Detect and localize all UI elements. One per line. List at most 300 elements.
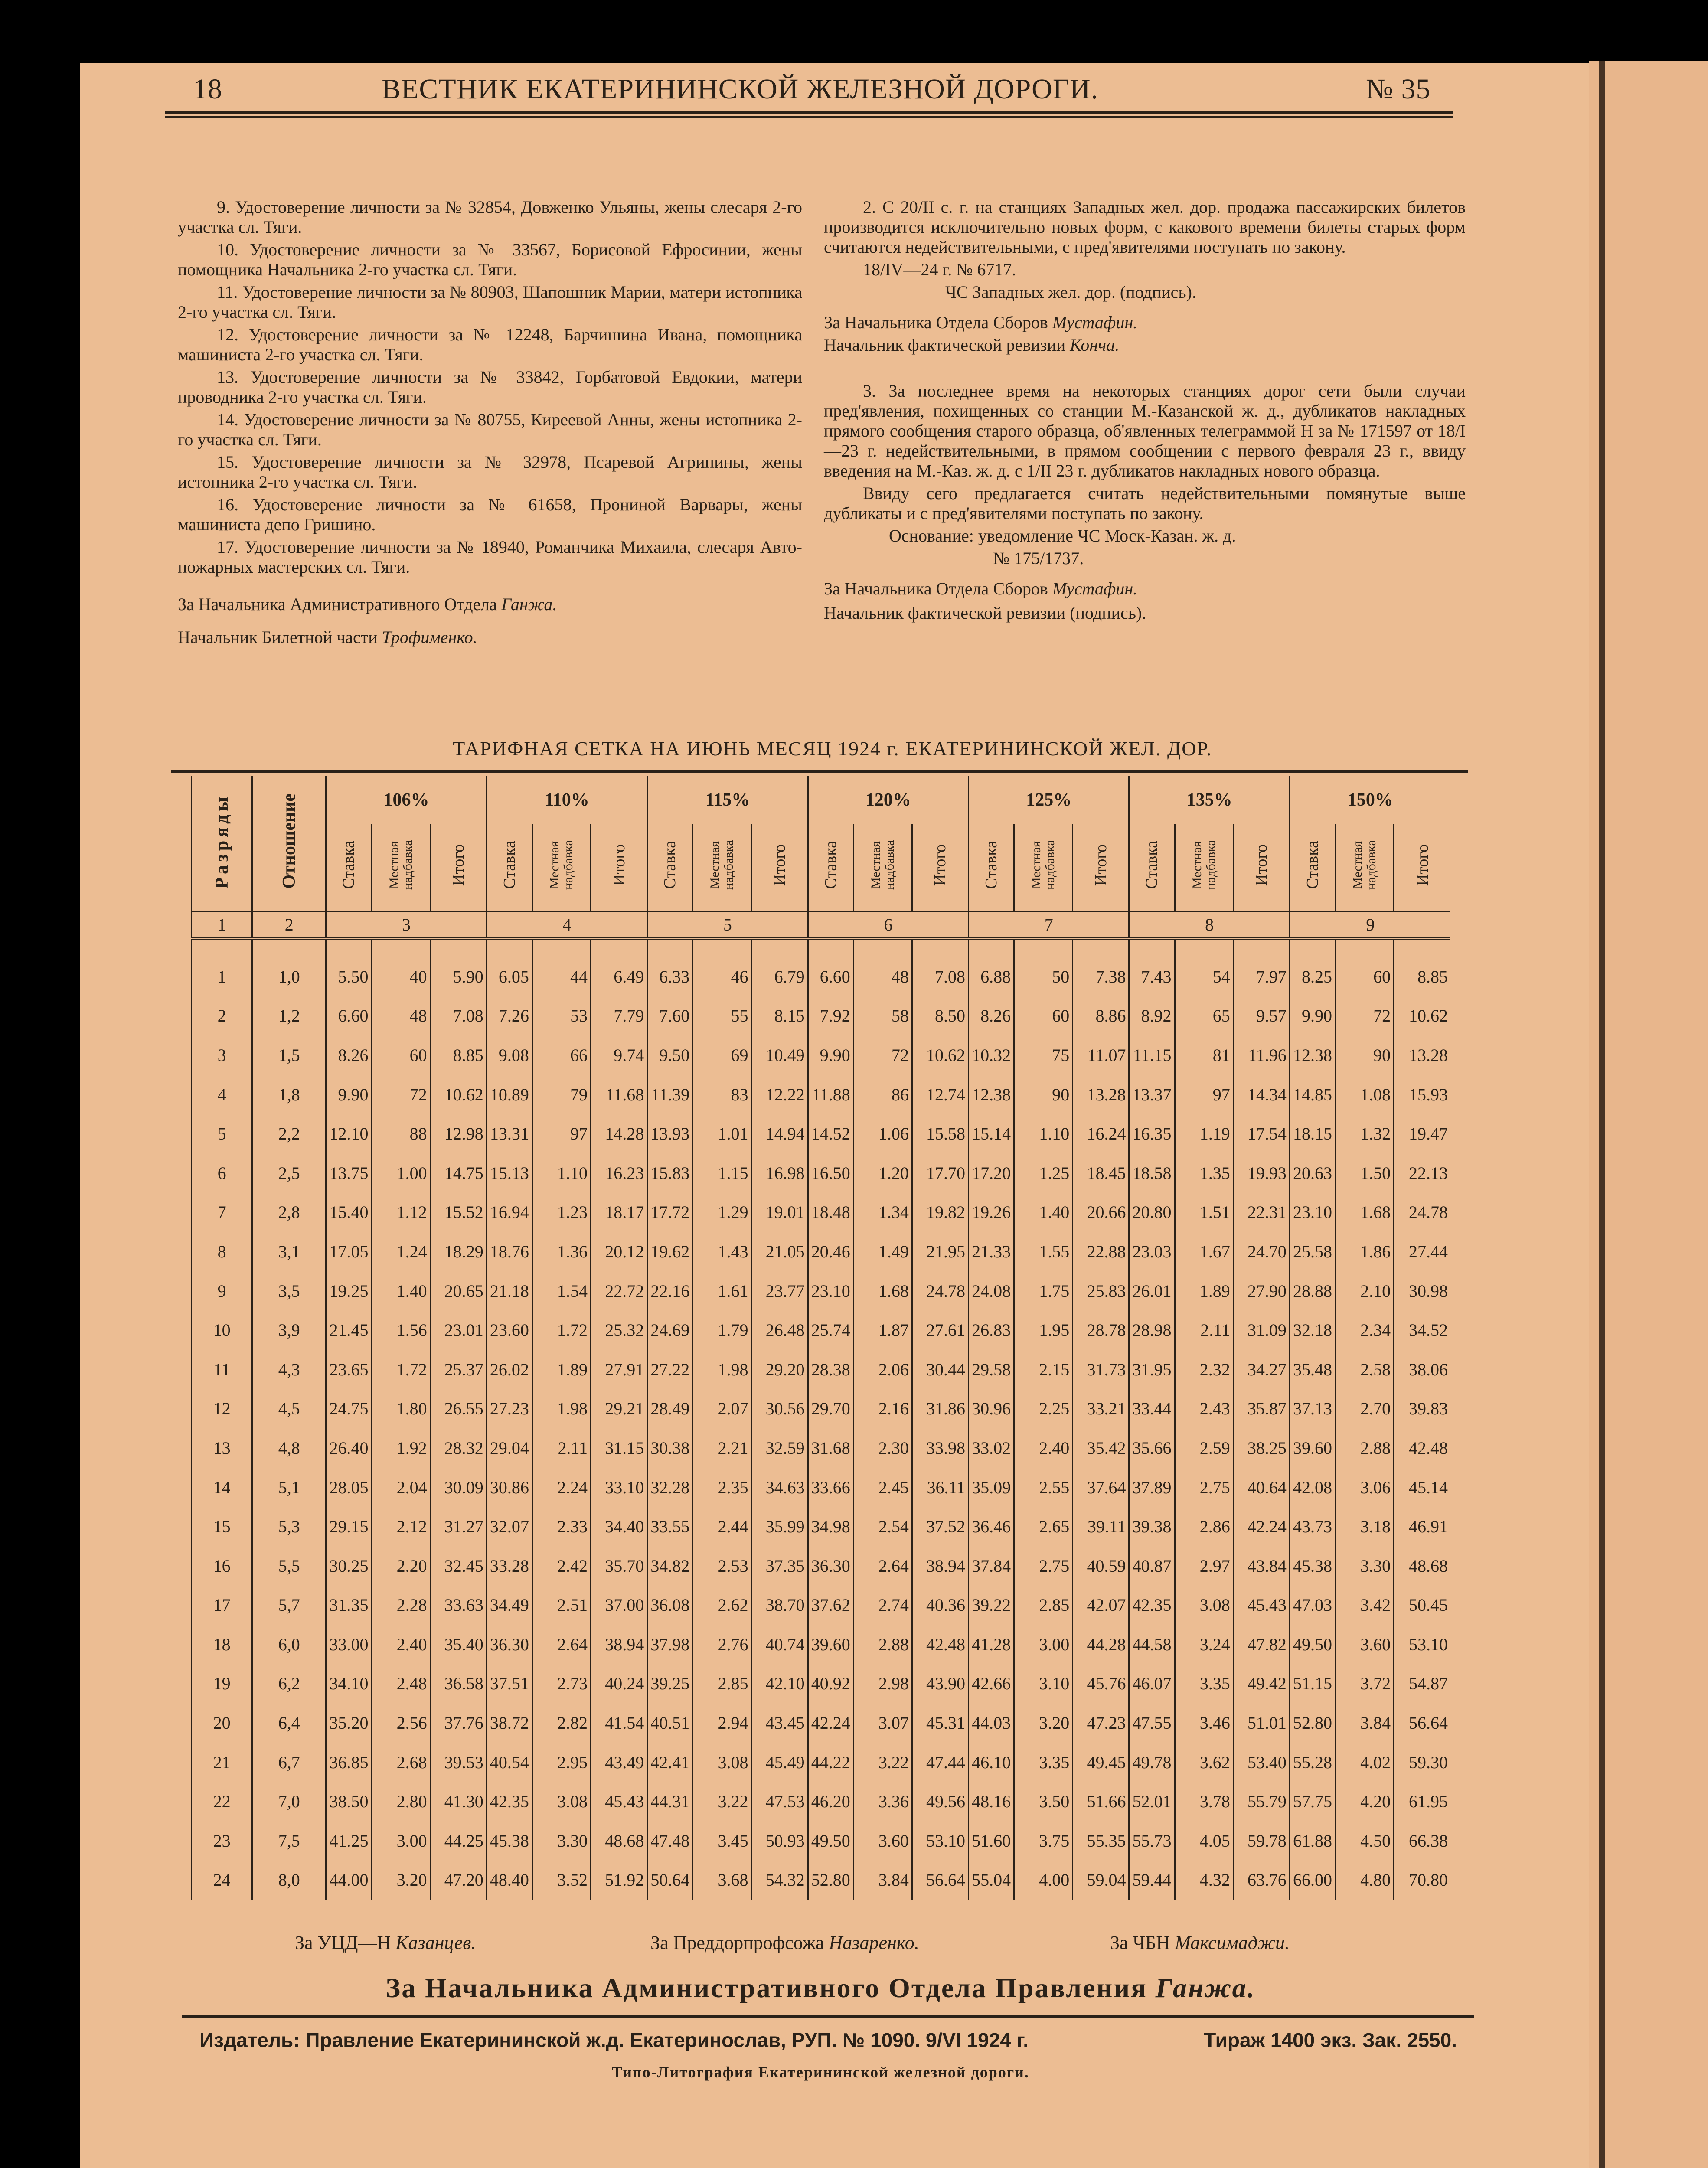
table-cell: 6.60: [808, 957, 853, 996]
table-cell: 2.54: [853, 1507, 912, 1546]
table-cell: 22.16: [647, 1271, 693, 1311]
table-cell: 41.30: [430, 1782, 487, 1821]
table-cell: 2.35: [693, 1468, 751, 1507]
table-cell: 5,5: [252, 1546, 326, 1586]
table-cell: 42.08: [1290, 1468, 1335, 1507]
table-cell: 18.15: [1290, 1114, 1335, 1153]
table-cell: 14.28: [591, 1114, 647, 1153]
table-cell: 15: [192, 1507, 252, 1546]
table-cell: 13.28: [1394, 1035, 1450, 1075]
table-cell: 24.78: [1394, 1193, 1450, 1232]
table-cell: 41.54: [591, 1703, 647, 1743]
table-cell: 8.25: [1290, 957, 1335, 996]
signature-line: За Начальника Отдела Сборов Мустафин.: [824, 579, 1138, 598]
table-cell: 3.00: [1014, 1625, 1073, 1664]
table-cell: 30.44: [912, 1350, 968, 1389]
table-cell: 3.22: [693, 1782, 751, 1821]
table-cell: 13.37: [1129, 1075, 1175, 1114]
table-cell: 15.14: [969, 1114, 1014, 1153]
table-cell: 18.29: [430, 1232, 487, 1271]
table-cell: 81: [1175, 1035, 1233, 1075]
table-cell: 2.65: [1014, 1507, 1073, 1546]
table-cell: 20.12: [591, 1232, 647, 1271]
table-cell: 43.84: [1233, 1546, 1290, 1586]
sub-header-rate: Ставка: [326, 824, 372, 911]
table-cell: 2.11: [1175, 1310, 1233, 1350]
table-cell: 14.34: [1233, 1075, 1290, 1114]
table-cell: 3.75: [1014, 1821, 1073, 1861]
table-cell: 26.01: [1129, 1271, 1175, 1311]
table-cell: 26.83: [969, 1310, 1014, 1350]
table-cell: 1.55: [1014, 1232, 1073, 1271]
table-cell: 24.70: [1233, 1232, 1290, 1271]
sub-header-local: Местная надбавка: [532, 824, 591, 911]
spacer-cell: [1129, 938, 1175, 957]
table-cell: 49.50: [808, 1821, 853, 1861]
table-cell: 2.07: [693, 1389, 751, 1429]
table-row: [192, 1546, 1451, 1586]
table-cell: 2.04: [372, 1468, 430, 1507]
table-row: [192, 1861, 1451, 1900]
table-cell: 33.02: [969, 1428, 1014, 1468]
table-cell: 4.00: [1014, 1861, 1073, 1900]
table-cell: 33.10: [591, 1468, 647, 1507]
table-cell: 90: [1335, 1035, 1394, 1075]
table-cell: 12.38: [1290, 1035, 1335, 1075]
spacer-cell: [808, 938, 853, 957]
table-cell: 2.85: [1014, 1586, 1073, 1625]
table-cell: 28.49: [647, 1389, 693, 1429]
table-cell: 3,1: [252, 1232, 326, 1271]
table-cell: 35.09: [969, 1468, 1014, 1507]
table-cell: 34.27: [1233, 1350, 1290, 1389]
table-cell: 88: [372, 1114, 430, 1153]
table-cell: 33.28: [487, 1546, 532, 1586]
table-cell: 9: [192, 1271, 252, 1311]
sub-header-total: Итого: [751, 824, 808, 911]
table-cell: 12.10: [326, 1114, 372, 1153]
table-cell: 53.10: [912, 1821, 968, 1861]
table-cell: 8.26: [969, 996, 1014, 1036]
table-row: [192, 1232, 1451, 1271]
table-cell: 2.48: [372, 1664, 430, 1704]
table-cell: 1.25: [1014, 1153, 1073, 1193]
next-page-edge: [1589, 61, 1708, 2168]
table-cell: 1.98: [532, 1389, 591, 1429]
table-cell: 14.52: [808, 1114, 853, 1153]
final-signature: За Начальника Административного Отдела Правления Ганжа.: [385, 1972, 1256, 2003]
table-cell: 43.45: [751, 1703, 808, 1743]
table-cell: 27.22: [647, 1350, 693, 1389]
table-cell: 20.65: [430, 1271, 487, 1311]
table-cell: 1.80: [372, 1389, 430, 1429]
table-cell: 7.92: [808, 996, 853, 1036]
table-cell: 44: [532, 957, 591, 996]
table-cell: 39.53: [430, 1743, 487, 1782]
table-cell: 1.10: [532, 1153, 591, 1193]
table-cell: 1.56: [372, 1310, 430, 1350]
table-cell: 38.94: [912, 1546, 968, 1586]
table-cell: 13.75: [326, 1153, 372, 1193]
table-cell: 3.62: [1175, 1743, 1233, 1782]
table-cell: 38.50: [326, 1782, 372, 1821]
table-cell: 49.42: [1233, 1664, 1290, 1704]
table-cell: 30.86: [487, 1468, 532, 1507]
table-cell: 42.48: [912, 1625, 968, 1664]
table-cell: 5,1: [252, 1468, 326, 1507]
table-cell: 11.96: [1233, 1035, 1290, 1075]
table-cell: 44.31: [647, 1782, 693, 1821]
table-cell: 42.35: [1129, 1586, 1175, 1625]
table-cell: 35.87: [1233, 1389, 1290, 1429]
table-row: [192, 1507, 1451, 1546]
table-cell: 32.28: [647, 1468, 693, 1507]
table-cell: 1.06: [853, 1114, 912, 1153]
group-header: 106%: [326, 776, 487, 824]
table-cell: 31.09: [1233, 1310, 1290, 1350]
table-cell: 6.33: [647, 957, 693, 996]
table-cell: 32.45: [430, 1546, 487, 1586]
table-cell: 39.60: [1290, 1428, 1335, 1468]
table-cell: 56.64: [912, 1861, 968, 1900]
basis: Основание: уведомление ЧС Моск-Казан. ж. д.: [889, 526, 1236, 545]
table-cell: 24: [192, 1861, 252, 1900]
table-cell: 15.13: [487, 1153, 532, 1193]
table-cell: 2.97: [1175, 1546, 1233, 1586]
signature-line: Начальник Билетной части Трофименко.: [178, 627, 477, 647]
table-cell: 40.24: [591, 1664, 647, 1704]
basis: № 175/1737.: [993, 549, 1084, 568]
table-cell: 6,4: [252, 1703, 326, 1743]
table-cell: 1.35: [1175, 1153, 1233, 1193]
spacer-cell: [1175, 938, 1233, 957]
spacer-cell: [1335, 938, 1394, 957]
table-cell: 6.88: [969, 957, 1014, 996]
table-cell: 23.01: [430, 1310, 487, 1350]
table-cell: 27.44: [1394, 1232, 1450, 1271]
table-cell: 3.10: [1014, 1664, 1073, 1704]
table-cell: 44.00: [326, 1861, 372, 1900]
table-cell: 11.39: [647, 1075, 693, 1114]
table-cell: 2.16: [853, 1389, 912, 1429]
table-cell: 2.73: [532, 1664, 591, 1704]
imprint-rule: [182, 2015, 1474, 2018]
table-cell: 59.44: [1129, 1861, 1175, 1900]
table-cell: 2.62: [693, 1586, 751, 1625]
table-cell: 43.49: [591, 1743, 647, 1782]
table-cell: 42.07: [1073, 1586, 1129, 1625]
table-cell: 46: [693, 957, 751, 996]
table-cell: 29.20: [751, 1350, 808, 1389]
table-cell: 2.21: [693, 1428, 751, 1468]
table-cell: 35.40: [430, 1625, 487, 1664]
table-cell: 37.13: [1290, 1389, 1335, 1429]
table-cell: 42.41: [647, 1743, 693, 1782]
table-row: [192, 1664, 1451, 1704]
table-row: [192, 1821, 1451, 1861]
table-cell: 29.15: [326, 1507, 372, 1546]
table-cell: 26.48: [751, 1310, 808, 1350]
signature-right: За ЧБН Максимаджи.: [1110, 1932, 1290, 1953]
table-cell: 27.91: [591, 1350, 647, 1389]
table-cell: 8.26: [326, 1035, 372, 1075]
table-cell: 1.67: [1175, 1232, 1233, 1271]
table-cell: 55.73: [1129, 1821, 1175, 1861]
table-cell: 37.62: [808, 1586, 853, 1625]
table-cell: 34.63: [751, 1468, 808, 1507]
spacer-cell: [853, 938, 912, 957]
table-cell: 24.75: [326, 1389, 372, 1429]
table-cell: 44.25: [430, 1821, 487, 1861]
table-cell: 35.48: [1290, 1350, 1335, 1389]
table-cell: 42.10: [751, 1664, 808, 1704]
table-cell: 53.40: [1233, 1743, 1290, 1782]
table-cell: 1.34: [853, 1193, 912, 1232]
header-rule-thin: [165, 116, 1453, 118]
table-cell: 4.80: [1335, 1861, 1394, 1900]
table-cell: 2.70: [1335, 1389, 1394, 1429]
spacer-cell: [693, 938, 751, 957]
table-cell: 53.10: [1394, 1625, 1450, 1664]
table-cell: 25.83: [1073, 1271, 1129, 1311]
table-cell: 2.28: [372, 1586, 430, 1625]
table-cell: 18.48: [808, 1193, 853, 1232]
table-cell: 38.72: [487, 1703, 532, 1743]
table-title: ТАРИФНАЯ СЕТКА НА ИЮНЬ МЕСЯЦ 1924 г. ЕКАТЕРИНИНСКОЙ ЖЕЛ. ДОР.: [453, 738, 1212, 760]
table-cell: 37.76: [430, 1703, 487, 1743]
table-cell: 22.31: [1233, 1193, 1290, 1232]
table-row: [192, 1586, 1451, 1625]
table-cell: 55.28: [1290, 1743, 1335, 1782]
table-cell: 14.94: [751, 1114, 808, 1153]
table-cell: 61.88: [1290, 1821, 1335, 1861]
table-cell: 2.06: [853, 1350, 912, 1389]
table-cell: 10: [192, 1310, 252, 1350]
table-cell: 7.08: [912, 957, 968, 996]
table-cell: 17.20: [969, 1153, 1014, 1193]
table-cell: 47.48: [647, 1821, 693, 1861]
table-cell: 1.40: [1014, 1193, 1073, 1232]
table-cell: 39.83: [1394, 1389, 1450, 1429]
tariff-table-body: [192, 938, 1451, 1900]
table-cell: 55.35: [1073, 1821, 1129, 1861]
table-row: [192, 1114, 1451, 1153]
signature-middle: За Преддорпрофсожа Назаренко.: [650, 1932, 919, 1953]
group-header: 135%: [1129, 776, 1290, 824]
table-cell: 29.21: [591, 1389, 647, 1429]
page-number: 18: [193, 73, 222, 105]
signature-line: За Начальника Отдела Сборов Мустафин.: [824, 313, 1138, 332]
issue-number: № 35: [1366, 73, 1431, 105]
spacer-cell: [591, 938, 647, 957]
table-cell: 28.78: [1073, 1310, 1129, 1350]
table-spacer-row: [192, 938, 1451, 957]
table-cell: 5.50: [326, 957, 372, 996]
table-cell: 5.90: [430, 957, 487, 996]
table-cell: 33.98: [912, 1428, 968, 1468]
table-cell: 1.54: [532, 1271, 591, 1311]
table-cell: 21.05: [751, 1232, 808, 1271]
table-cell: 54.87: [1394, 1664, 1450, 1704]
table-cell: 2.82: [532, 1703, 591, 1743]
table-cell: 40.74: [751, 1625, 808, 1664]
table-cell: 21.45: [326, 1310, 372, 1350]
table-cell: 59.78: [1233, 1821, 1290, 1861]
table-cell: 60: [372, 1035, 430, 1075]
table-cell: 8: [192, 1232, 252, 1271]
table-row: [192, 1153, 1451, 1193]
table-cell: 16: [192, 1546, 252, 1586]
table-cell: 50: [1014, 957, 1073, 996]
table-cell: 20.46: [808, 1232, 853, 1271]
table-cell: 2.64: [532, 1625, 591, 1664]
paragraph: Ввиду сего предлагается считать недействительными помянутые выше дубликаты и с пред'явителями поступать по закону.: [824, 483, 1466, 523]
table-cell: 51.66: [1073, 1782, 1129, 1821]
table-cell: 7.97: [1233, 957, 1290, 996]
table-cell: 16.94: [487, 1193, 532, 1232]
table-cell: 43.73: [1290, 1507, 1335, 1546]
table-cell: 36.58: [430, 1664, 487, 1704]
table-cell: 49.45: [1073, 1743, 1129, 1782]
table-cell: 2.43: [1175, 1389, 1233, 1429]
table-cell: 59.30: [1394, 1743, 1450, 1782]
table-cell: 1.79: [693, 1310, 751, 1350]
table-cell: 45.49: [751, 1743, 808, 1782]
table-cell: 3.07: [853, 1703, 912, 1743]
table-cell: 2.20: [372, 1546, 430, 1586]
table-cell: 7: [192, 1193, 252, 1232]
table-row: [192, 1389, 1451, 1429]
table-cell: 1,8: [252, 1075, 326, 1114]
column-number: 2: [252, 911, 326, 939]
table-cell: 7.60: [647, 996, 693, 1036]
list-item: 10. Удостоверение личности за № 33567, Борисовой Ефросинии, жены помощника Начальника 2-го участка сл. Тяги.: [178, 240, 802, 279]
table-cell: 2.51: [532, 1586, 591, 1625]
table-cell: 42.24: [1233, 1507, 1290, 1546]
table-cell: 9.08: [487, 1035, 532, 1075]
table-cell: 36.30: [487, 1625, 532, 1664]
table-cell: 47.53: [751, 1782, 808, 1821]
table-cell: 8,0: [252, 1861, 326, 1900]
table-cell: 12: [192, 1389, 252, 1429]
table-cell: 1: [192, 957, 252, 996]
sub-header-total: Итого: [912, 824, 968, 911]
table-cell: 31.27: [430, 1507, 487, 1546]
table-cell: 35.42: [1073, 1428, 1129, 1468]
table-cell: 6.79: [751, 957, 808, 996]
table-cell: 5: [192, 1114, 252, 1153]
group-header: 125%: [969, 776, 1129, 824]
table-cell: 18.45: [1073, 1153, 1129, 1193]
table-cell: 60: [1335, 957, 1394, 996]
table-cell: 10.32: [969, 1035, 1014, 1075]
sub-header-rate: Ставка: [487, 824, 532, 911]
table-cell: 17.05: [326, 1232, 372, 1271]
table-cell: 8.86: [1073, 996, 1129, 1036]
table-cell: 3,5: [252, 1271, 326, 1311]
spacer-cell: [326, 938, 372, 957]
table-cell: 7.26: [487, 996, 532, 1036]
table-cell: 2,5: [252, 1153, 326, 1193]
signature-line: За Начальника Административного Отдела Ганжа.: [178, 594, 557, 614]
table-cell: 2.40: [372, 1625, 430, 1664]
table-cell: 21: [192, 1743, 252, 1782]
signature-line: Начальник фактической ревизии (подпись).: [824, 603, 1146, 623]
table-cell: 1.32: [1335, 1114, 1394, 1153]
reference: ЧС Западных жел. дор. (подпись).: [945, 282, 1196, 302]
table-cell: 8.92: [1129, 996, 1175, 1036]
table-cell: 66: [532, 1035, 591, 1075]
table-cell: 40.54: [487, 1743, 532, 1782]
signature-line: Начальник фактической ревизии Конча.: [824, 335, 1120, 355]
sub-header-total: Итого: [591, 824, 647, 911]
table-cell: 39.11: [1073, 1507, 1129, 1546]
table-cell: 1.01: [693, 1114, 751, 1153]
table-cell: 3.78: [1175, 1782, 1233, 1821]
table-cell: 1.15: [693, 1153, 751, 1193]
table-cell: 63.76: [1233, 1861, 1290, 1900]
table-cell: 12.38: [969, 1075, 1014, 1114]
table-cell: 28.38: [808, 1350, 853, 1389]
table-cell: 10.62: [1394, 996, 1450, 1036]
table-cell: 33.00: [326, 1625, 372, 1664]
table-cell: 30.56: [751, 1389, 808, 1429]
sub-header-local: Местная надбавка: [693, 824, 751, 911]
table-cell: 39.22: [969, 1586, 1014, 1625]
table-cell: 66.38: [1394, 1821, 1450, 1861]
table-cell: 51.60: [969, 1821, 1014, 1861]
table-cell: 33.21: [1073, 1389, 1129, 1429]
table-cell: 37.84: [969, 1546, 1014, 1586]
table-cell: 52.01: [1129, 1782, 1175, 1821]
table-cell: 2.58: [1335, 1350, 1394, 1389]
table-cell: 19.25: [326, 1271, 372, 1311]
table-cell: 1.36: [532, 1232, 591, 1271]
table-row: [192, 1193, 1451, 1232]
table-cell: 51.15: [1290, 1664, 1335, 1704]
table-cell: 2.75: [1175, 1468, 1233, 1507]
newspaper-title: ВЕСТНИК ЕКАТЕРИНИНСКОЙ ЖЕЛЕЗНОЙ ДОРОГИ.: [382, 73, 1099, 105]
table-cell: 58: [853, 996, 912, 1036]
table-cell: 39.38: [1129, 1507, 1175, 1546]
table-cell: 36.08: [647, 1586, 693, 1625]
table-cell: 42.66: [969, 1664, 1014, 1704]
table-cell: 53: [532, 996, 591, 1036]
table-cell: 41.28: [969, 1625, 1014, 1664]
table-cell: 57.75: [1290, 1782, 1335, 1821]
table-cell: 23.10: [1290, 1193, 1335, 1232]
table-cell: 48.68: [591, 1821, 647, 1861]
table-cell: 36.11: [912, 1468, 968, 1507]
table-cell: 4.02: [1335, 1743, 1394, 1782]
table-cell: 1.68: [853, 1271, 912, 1311]
column-number: 5: [647, 911, 808, 939]
table-row: [192, 1468, 1451, 1507]
spacer-cell: [969, 938, 1014, 957]
table-cell: 30.09: [430, 1468, 487, 1507]
spacer-cell: [1394, 938, 1450, 957]
table-cell: 15.58: [912, 1114, 968, 1153]
table-cell: 72: [853, 1035, 912, 1075]
table-cell: 7,0: [252, 1782, 326, 1821]
paragraph: 3. За последнее время на некоторых станциях дорог сети были случаи пред'явления, похищенных со станции М.-Казанской ж. д., дубликатов накладных прямого сообщения старого образца, об'явленных телеграммой Н за № 171597 от 18/I—23 г. недействительными, в прямом сообщении с первого февраля 23 г., ввиду введения на М.-Каз. ж. д. с 1/II 23 г. дубликатов накладных нового образца.: [824, 381, 1466, 480]
table-cell: 3.36: [853, 1782, 912, 1821]
table-cell: 46.07: [1129, 1664, 1175, 1704]
table-cell: 33.66: [808, 1468, 853, 1507]
table-cell: 4,3: [252, 1350, 326, 1389]
list-item: 15. Удостоверение личности за № 32978, Псаревой Агрипины, жены истопника 2-го участка сл. Тяги.: [178, 452, 802, 492]
table-cell: 2.24: [532, 1468, 591, 1507]
